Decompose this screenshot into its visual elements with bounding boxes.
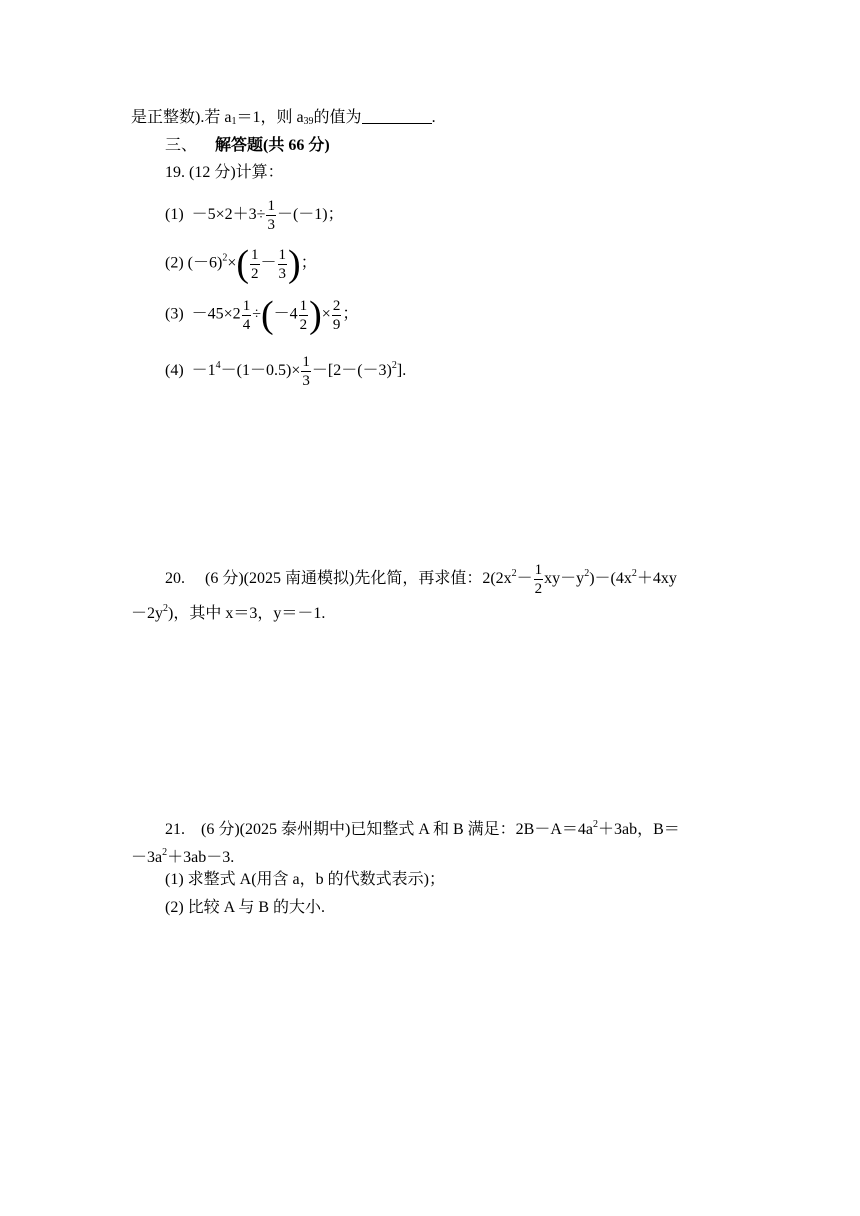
expr-text: xy－y [544, 570, 585, 588]
fraction: $\frac{2}{9}$ [332, 297, 341, 333]
expr-text: －5×2＋3÷ [191, 206, 266, 224]
question-number: 21. [165, 821, 185, 838]
q19-part-1 [165, 197, 344, 234]
fraction: $\frac{1}{3}$ [267, 198, 275, 233]
expr-text: －1 [191, 362, 216, 380]
left-paren: ( [236, 243, 250, 285]
expr-text: －(－1)； [276, 206, 344, 224]
exponent: 2 [162, 847, 168, 858]
exponent: 2 [593, 819, 598, 830]
q18-text: 是正整数).若 a [131, 109, 232, 126]
expr-text: － [260, 254, 277, 272]
expr-text: (6 分)(2025 南通模拟)先化简，再求值：2(2x [205, 570, 512, 588]
part-label: (2) [165, 254, 184, 272]
fraction: $\frac{1}{4}$ [242, 297, 251, 333]
fraction: $\frac{1}{3}$ [278, 246, 287, 282]
expr-text: ； [342, 305, 359, 323]
expr-text: ； [300, 254, 317, 272]
question-number: 20. [165, 570, 185, 588]
expr-text: ÷ [252, 305, 261, 323]
expr-text: (－6) [187, 254, 223, 272]
q19-part-3 [165, 296, 358, 334]
q19-header: 19. (12 分)计算： [165, 164, 284, 181]
q18-text: ＝1，则 a [236, 109, 304, 126]
right-paren: ) [309, 294, 322, 336]
answer-blank [362, 109, 432, 124]
exponent: 2 [631, 568, 637, 580]
expr-text: －3a [131, 849, 163, 866]
expr-text: × [321, 305, 331, 323]
q18-sub: 39 [303, 116, 314, 127]
fraction: $\frac{1}{2}$ [251, 246, 259, 282]
fraction: $\frac{1}{2}$ [299, 297, 308, 333]
q21-part-2: (2) 比较 A 与 B 的大小. [165, 899, 326, 916]
exponent: 4 [215, 360, 221, 372]
expr-text: －(1－0.5)× [220, 362, 301, 380]
expr-text: －4 [273, 305, 298, 323]
q20-line-1 [165, 561, 677, 598]
expr-text: －[2－(－3) [311, 362, 392, 380]
exponent: 2 [163, 603, 169, 614]
section-heading [165, 136, 330, 156]
exponent: 2 [391, 360, 397, 372]
fraction: $\frac{1}{3}$ [302, 354, 310, 389]
q21-line-1 [165, 815, 680, 840]
q21-part-1: (1) 求整式 A(用含 a，b 的代数式表示)； [165, 871, 445, 888]
expr-text: ＋3ab，B＝ [598, 821, 680, 838]
fraction: $\frac{1}{2}$ [534, 562, 543, 597]
exponent: 2 [222, 252, 228, 264]
part-label: (4) [165, 362, 184, 380]
left-paren: ( [260, 294, 274, 336]
right-paren: ) [288, 243, 301, 285]
expr-text: － [516, 570, 533, 588]
q18-text: 的值为 [313, 109, 362, 126]
q19-part-4 [165, 353, 406, 390]
q19-part-2 [165, 245, 317, 283]
part-label: (1) [165, 206, 184, 224]
expr-text: )－(4x [589, 570, 632, 588]
q18-text: . [431, 109, 436, 126]
q20-line-2 [131, 599, 325, 624]
part-label: (3) [165, 305, 184, 323]
expr-text: ＋4xy [636, 570, 677, 588]
expr-text: －2y [131, 605, 164, 622]
expr-text: × [227, 254, 237, 272]
section-title: 解答题(共 66 分) [215, 137, 330, 154]
section-number: 三、 [165, 137, 198, 154]
q21-line-2 [131, 843, 234, 868]
expr-text: －45×2 [191, 305, 241, 323]
exponent: 2 [584, 568, 590, 580]
q18-sub: 1 [231, 116, 237, 127]
q18-tail-line [131, 108, 436, 132]
expr-text: ＋3ab－3. [167, 849, 235, 866]
expr-text: (6 分)(2025 泰州期中)已知整式 A 和 B 满足：2B－A＝4a [201, 821, 593, 838]
expr-text: )，其中 x＝3，y＝－1. [168, 605, 326, 622]
exponent: 2 [511, 568, 517, 580]
expr-text: ]. [396, 362, 407, 380]
